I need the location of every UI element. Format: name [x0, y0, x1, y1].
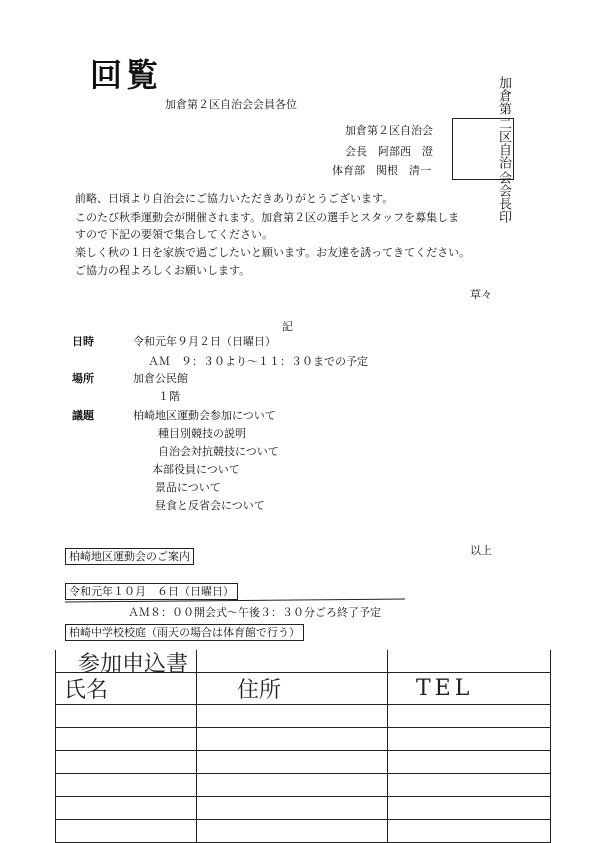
date-label: 日時 — [72, 335, 94, 348]
table-row — [56, 820, 551, 843]
seal-col-3: 会会長印 — [496, 170, 511, 223]
topic-item: 種目別競技の説明 — [158, 427, 246, 440]
body-line: 楽しく秋の１日を家族で過ごしたいと願います。お友達を誘ってきてください。 — [75, 246, 471, 259]
organization-name: 加倉第２区自治会 — [345, 124, 433, 137]
table-row — [56, 751, 551, 774]
topic-item: 昼食と反省会について — [155, 499, 265, 512]
time-value: ＡＭ ９：３０より～１１：３０までの予定 — [148, 355, 368, 368]
chair-name: 会長 阿部西 澄 — [345, 145, 433, 158]
table-row — [56, 774, 551, 797]
table-row — [56, 797, 551, 820]
body-line: ご協力の程よろしくお願いします。 — [75, 264, 251, 277]
notice-title: 柏崎地区運動会のご案内 — [65, 548, 194, 565]
table-header-address: 住所 — [197, 673, 388, 705]
circulation-stamp: 回覧 — [90, 56, 163, 94]
sports-chief-name: 体育部 関根 清一 — [332, 164, 431, 177]
ki-heading: 記 — [282, 320, 293, 333]
table-cell — [56, 650, 197, 673]
entry-form-table — [55, 650, 551, 843]
closing-ijou: 以上 — [470, 544, 492, 557]
form-title: 参加申込書 — [78, 652, 189, 677]
table-cell — [197, 650, 388, 673]
notice-date: 令和元年１０月 ６日（日曜日） — [65, 583, 238, 600]
body-line: すので下記の要領で集合してください。 — [75, 228, 273, 241]
seal-col-2: 二区自治 — [496, 116, 511, 169]
official-seal — [452, 75, 514, 223]
topic-item: 自治会対抗競技について — [158, 445, 279, 458]
body-line: このたび秋季運動会が開催されます。加倉第２区の選手とスタッフを募集しま — [75, 211, 460, 224]
notice-place: 柏崎中学校校庭（雨天の場合は体育館で行う） — [65, 624, 304, 641]
topic-item: 本部役員について — [152, 463, 240, 476]
topic-item: 柏崎地区運動会参加について — [133, 409, 276, 422]
table-row — [56, 650, 551, 673]
notice-time: ＡＭ８：００開会式～午後３：３０分ごろ終了予定 — [128, 606, 381, 619]
seal-col-1: 加倉第 — [496, 75, 511, 115]
table-header-tel: TEL — [388, 673, 551, 705]
table-header-name: 氏名 — [56, 673, 197, 705]
place-label: 場所 — [72, 372, 94, 385]
table-row — [56, 673, 551, 705]
table-row — [56, 728, 551, 751]
table-row — [56, 705, 551, 728]
topic-item: 景品について — [155, 481, 221, 494]
place-value: 加倉公民館 — [133, 372, 188, 385]
table-cell — [388, 650, 551, 673]
floor-value: １階 — [158, 390, 180, 403]
closing-sousou: 草々 — [470, 288, 492, 301]
topic-label: 議題 — [72, 409, 94, 422]
addressee: 加倉第２区自治会会員各位 — [165, 98, 297, 111]
body-line: 前略、日頃より自治会にご協力いただきありがとうございます。 — [75, 192, 394, 205]
date-value: 令和元年９月２日（日曜日） — [133, 335, 276, 348]
